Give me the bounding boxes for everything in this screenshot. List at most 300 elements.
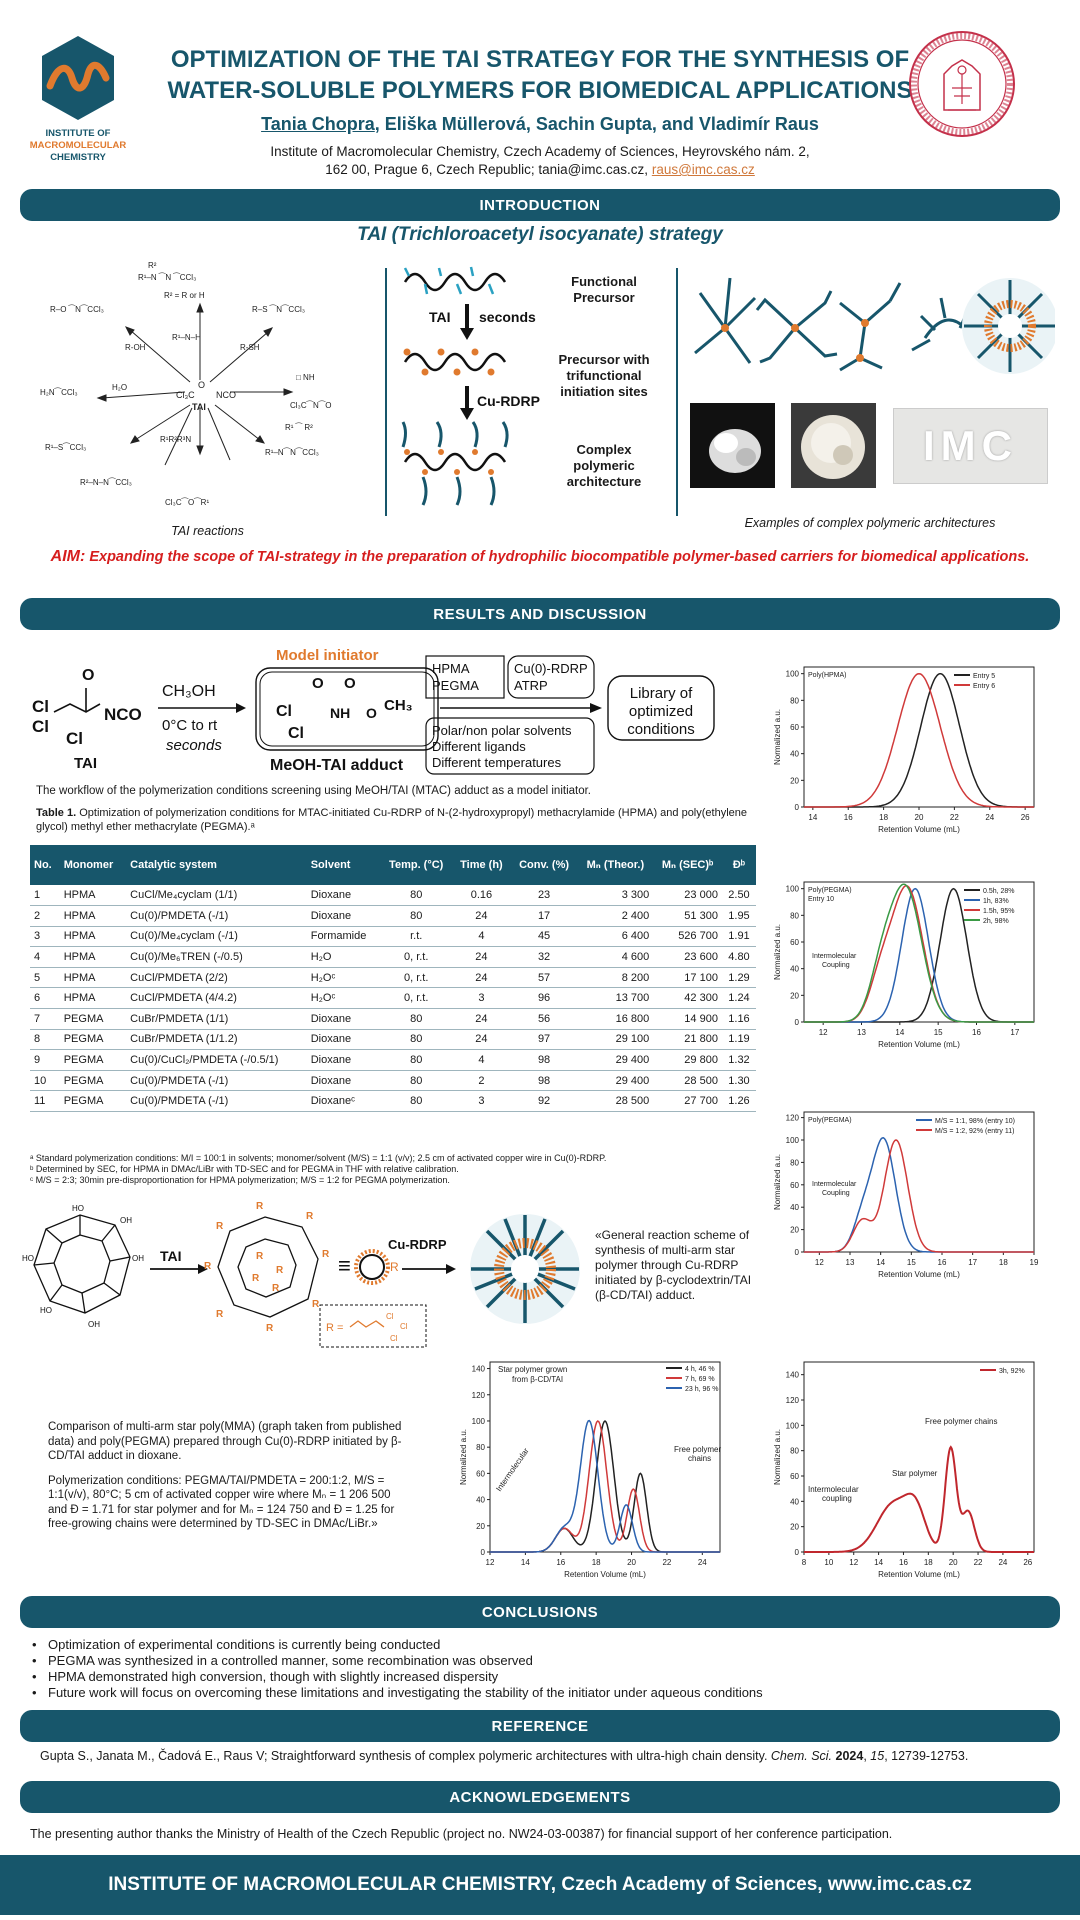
table-cell: 29 100 xyxy=(578,1029,654,1050)
legend-label: M/S = 1:1, 98% (entry 10) xyxy=(935,1118,1015,1125)
svg-text:Cl₃C: Cl₃C xyxy=(176,390,195,400)
table-row xyxy=(30,988,756,1009)
svg-text:R: R xyxy=(204,1261,212,1272)
x-tick-label: 14 xyxy=(808,813,818,822)
table-cell: 2 xyxy=(30,906,60,927)
table-caption xyxy=(36,806,756,834)
y-tick-label: 60 xyxy=(790,1180,799,1190)
table-cell: Dioxane xyxy=(307,1050,381,1071)
star-tai: TAI xyxy=(160,1248,182,1264)
svg-text:□ NH: □ NH xyxy=(296,373,315,382)
intro-subtitle: TAI (Trichloroacetyl isocyanate) strategy xyxy=(357,224,723,245)
annotation-label: Intermolecular xyxy=(812,1181,857,1188)
conclusion-item: • Future work will focus on overcoming these limitations and investigating the stability of the initiator under aqueous conditions xyxy=(30,1685,763,1701)
table-cell: 98 xyxy=(511,1070,578,1091)
table-cell: 1.95 xyxy=(722,906,756,927)
table-cell: 23 xyxy=(511,885,578,906)
table-cell: 28 500 xyxy=(578,1091,654,1112)
table-cell: 21 800 xyxy=(653,1029,722,1050)
svg-text:R: R xyxy=(266,1323,274,1334)
svg-text:O: O xyxy=(198,380,206,390)
y-tick-label: 100 xyxy=(785,1136,799,1145)
workflow-cond1: 0°C to rt xyxy=(162,717,218,734)
photo-1-image xyxy=(690,403,775,488)
co-authors: , Eliška Müllerová, Sachin Gupta, and Vladimír Raus xyxy=(374,114,819,134)
reference-journal: Chem. Sci. xyxy=(770,1749,833,1763)
y-tick-label: 20 xyxy=(476,1521,485,1531)
logo-line3: CHEMISTRY xyxy=(50,152,106,163)
table-cell: 17 xyxy=(511,906,578,927)
table-cell: PEGMA xyxy=(60,1009,126,1030)
col-solvent: Solvent xyxy=(307,845,381,885)
chart-star-polymer xyxy=(440,1350,740,1590)
svg-text:R: R xyxy=(256,1251,264,1262)
workflow-ligands: Different ligands xyxy=(432,739,526,754)
svg-text:O: O xyxy=(82,667,95,684)
comparison-paragraph-1: Comparison of multi-arm star poly(MMA) (graph taken from published data) and poly(PEGMA) prepared through Cu(0)-RDRP initiated by β-CD/TAI adduct in dioxane. xyxy=(48,1421,402,1462)
table-cell: HPMA xyxy=(60,967,126,988)
annotation-label: Free polymer xyxy=(674,1445,722,1454)
step-curdrp: Cu-RDRP xyxy=(477,393,540,409)
table-cell: 97 xyxy=(511,1029,578,1050)
table-cell: 1.26 xyxy=(722,1091,756,1112)
svg-text:R²: R² xyxy=(148,261,157,270)
y-tick-label: 0 xyxy=(794,803,799,812)
aim-text: Expanding the scope of TAI-strategy in the preparation of hydrophilic biocompatible polymer-based carriers for biomedical applications. xyxy=(89,549,1030,565)
y-tick-label: 120 xyxy=(785,1396,799,1405)
reagent-h2o: H₂O xyxy=(112,383,128,392)
svg-text:Cl: Cl xyxy=(32,697,49,716)
aim-statement xyxy=(50,548,1030,566)
annotation-label-2: chains xyxy=(688,1454,712,1463)
y-tick-label: 20 xyxy=(790,1225,799,1235)
affiliation xyxy=(180,143,900,179)
table-cell: 10 xyxy=(30,1070,60,1091)
affil-line2: 162 00, Prague 6, Czech Republic; tania@imc.cas.cz, xyxy=(325,162,649,177)
table-cell: 29 400 xyxy=(578,1050,654,1071)
logo-text xyxy=(28,128,128,164)
svg-text:Cl: Cl xyxy=(66,729,83,748)
table-cell: 6 xyxy=(30,988,60,1009)
footnote-c: ᶜ M/S = 2:3; 30min pre-disproportionation for HPMA polymerization; M/S = 1:2 for PEGMA polymerization. xyxy=(30,1175,450,1185)
table-cell: 1.24 xyxy=(722,988,756,1009)
table-cell: 9 xyxy=(30,1050,60,1071)
table-cell: PEGMA xyxy=(60,1070,126,1091)
table-header-row xyxy=(30,845,756,885)
legend-label: 1h, 83% xyxy=(983,898,1009,905)
step-seconds: seconds xyxy=(479,309,536,325)
svg-text:NCO: NCO xyxy=(104,705,142,724)
col-time: Time (h) xyxy=(452,845,510,885)
x-tick-label: 18 xyxy=(879,813,889,822)
table-cell: CuCl/Me₄cyclam (1/1) xyxy=(126,885,307,906)
affil-line1: Institute of Macromolecular Chemistry, Czech Academy of Sciences, Heyrovského nám. 2, xyxy=(270,144,810,159)
svg-text:R: R xyxy=(390,1260,399,1274)
x-tick-label: 14 xyxy=(895,1028,905,1037)
workflow-atrp: ATRP xyxy=(514,678,548,693)
svg-text:OH: OH xyxy=(88,1320,100,1329)
section-acknowledgements: ACKNOWLEDGEMENTS xyxy=(20,1781,1060,1813)
table-cell: 6 400 xyxy=(578,926,654,947)
annotation-label-2: coupling xyxy=(822,1494,852,1503)
y-tick-label: 40 xyxy=(476,1495,485,1505)
table-cell: H₂Oᶜ xyxy=(307,967,381,988)
svg-text:R: R xyxy=(216,1309,224,1320)
poster-title xyxy=(130,44,950,106)
col-catalytic-system: Catalytic system xyxy=(126,845,307,885)
y-tick-label: 0 xyxy=(794,1248,799,1257)
reagent-amine: R¹R²R³N xyxy=(160,435,192,444)
x-tick-label: 13 xyxy=(845,1258,855,1267)
table-cell: Dioxane xyxy=(307,1009,381,1030)
footnote-b: ᵇ Determined by SEC, for HPMA in DMAc/LiBr with TD-SEC and for PEGMA in THF with relative calibration. xyxy=(30,1164,459,1174)
x-tick-label: 13 xyxy=(857,1028,866,1037)
chart-title: Poly(HPMA) xyxy=(808,672,847,679)
conclusion-item: • Optimization of experimental conditions is currently being conducted xyxy=(30,1637,763,1653)
table-cell: 4.80 xyxy=(722,947,756,968)
svg-text:HO: HO xyxy=(40,1306,52,1315)
table-cell: PEGMA xyxy=(60,1091,126,1112)
y-tick-label: 40 xyxy=(790,1497,799,1507)
table-cell: 3 xyxy=(452,1091,510,1112)
table-cell: 16 800 xyxy=(578,1009,654,1030)
table-cell: HPMA xyxy=(60,947,126,968)
x-tick-label: 26 xyxy=(1023,1558,1033,1567)
workflow-caption: The workflow of the polymerization conditions screening using MeOH/TAI (MTAC) adduct as a model initiator. xyxy=(36,785,592,797)
table-cell: 4 xyxy=(452,1050,510,1071)
star-scheme-diagram xyxy=(20,1195,590,1355)
table-cell: 3 xyxy=(452,988,510,1009)
table-cell: 1.91 xyxy=(722,926,756,947)
reference-body: Gupta S., Janata M., Čadová E., Raus V; Straightforward synthesis of complex polymeric architectures with ultra-high chain density. xyxy=(40,1749,768,1763)
tai-reactions-scheme xyxy=(40,250,375,540)
step-tai: TAI xyxy=(429,309,451,325)
table-cell: 1.30 xyxy=(722,1070,756,1091)
table-cell: 80 xyxy=(380,1029,452,1050)
y-tick-label: 60 xyxy=(790,1472,799,1481)
table-cell: Dioxane xyxy=(307,906,381,927)
x-tick-label: 8 xyxy=(801,1558,807,1567)
x-tick-label: 22 xyxy=(973,1558,983,1567)
y-tick-label: 40 xyxy=(790,964,799,974)
table-cell: Cu(0)/CuCl₂/PMDETA (-/0.5/1) xyxy=(126,1050,307,1071)
y-tick-label: 140 xyxy=(471,1364,485,1374)
table-row xyxy=(30,967,756,988)
table-cell: HPMA xyxy=(60,926,126,947)
label-complex-architecture: Complex polymeric architecture xyxy=(566,442,642,489)
svg-text:Cl₃C⁀O⁀R¹: Cl₃C⁀O⁀R¹ xyxy=(165,498,210,507)
x-axis-label: Retention Volume (mL) xyxy=(878,1040,960,1049)
x-tick-label: 17 xyxy=(1010,1028,1020,1037)
table-cell: 526 700 xyxy=(653,926,722,947)
table-cell: 1.29 xyxy=(722,967,756,988)
y-tick-label: 0 xyxy=(794,1018,799,1027)
x-tick-label: 12 xyxy=(818,1028,828,1037)
x-axis-label: Retention Volume (mL) xyxy=(878,825,960,834)
photo-imc-text: IMC xyxy=(923,422,1018,469)
table-cell: 0.16 xyxy=(452,885,510,906)
x-tick-label: 22 xyxy=(949,813,959,822)
table-cell: Cu(0)/PMDETA (-/1) xyxy=(126,1091,307,1112)
svg-text:R–O ⁀N⁀CCl₃: R–O ⁀N⁀CCl₃ xyxy=(50,305,104,314)
svg-text:R: R xyxy=(322,1249,330,1260)
table-cell: 5 xyxy=(30,967,60,988)
label-functional-precursor: Functional Precursor xyxy=(571,274,637,305)
comparison-text xyxy=(48,1420,408,1532)
y-tick-label: 60 xyxy=(790,938,799,947)
table-cell: Cu(0)/Me₄cyclam (-/1) xyxy=(126,926,307,947)
svg-text:R¹–S⁀CCl₃: R¹–S⁀CCl₃ xyxy=(45,443,87,452)
email-link[interactable]: raus@imc.cas.cz xyxy=(651,162,755,177)
logo-line2: MACROMOLECULAR xyxy=(29,140,127,151)
legend-label: M/S = 1:2, 92% (entry 11) xyxy=(935,1128,1015,1135)
annotation-label: Intermolecular xyxy=(494,1446,531,1494)
conclusions-list xyxy=(30,1637,763,1701)
legend-label: 0.5h, 28% xyxy=(983,888,1015,895)
table-cell: 1.32 xyxy=(722,1050,756,1071)
svg-text:Cl: Cl xyxy=(276,703,292,720)
table-cell: r.t. xyxy=(380,926,452,947)
svg-text:Cl: Cl xyxy=(386,1312,394,1321)
table-cell: 80 xyxy=(380,1070,452,1091)
svg-text:HO: HO xyxy=(22,1254,34,1263)
svg-text:Cl: Cl xyxy=(390,1334,398,1343)
x-axis-label: Retention Volume (mL) xyxy=(878,1570,960,1579)
y-tick-label: 120 xyxy=(785,1113,799,1123)
table-cell: 57 xyxy=(511,967,578,988)
table-cell: CuBr/PMDETA (1/1) xyxy=(126,1009,307,1030)
table-cell: 8 200 xyxy=(578,967,654,988)
x-tick-label: 19 xyxy=(1029,1258,1039,1267)
x-tick-label: 10 xyxy=(824,1558,834,1567)
x-tick-label: 26 xyxy=(1020,813,1030,822)
y-tick-label: 140 xyxy=(785,1370,799,1380)
chart-title-2: from β-CD/TAI xyxy=(512,1375,564,1384)
annotation-label: Star polymer xyxy=(892,1469,938,1478)
table-cell: 24 xyxy=(452,947,510,968)
table-row xyxy=(30,1009,756,1030)
table-cell: Cu(0)/PMDETA (-/1) xyxy=(126,906,307,927)
table-cell: 13 700 xyxy=(578,988,654,1009)
svg-text:NCO: NCO xyxy=(216,390,236,400)
star-scheme xyxy=(20,1195,590,1355)
photo-1 xyxy=(690,403,775,488)
table-cell: 2 xyxy=(452,1070,510,1091)
plot-frame xyxy=(804,667,1034,807)
chart-poly-pegma-entry10 xyxy=(764,870,1054,1060)
svg-text:R²–N–N⁀CCl₃: R²–N–N⁀CCl₃ xyxy=(80,478,132,487)
x-tick-label: 16 xyxy=(843,813,853,822)
table-cell: HPMA xyxy=(60,885,126,906)
r-equals: R = xyxy=(326,1322,344,1334)
x-tick-label: 18 xyxy=(923,1558,933,1567)
table-cell: 45 xyxy=(511,926,578,947)
y-tick-label: 20 xyxy=(790,991,799,1001)
legend-label: 4 h, 46 % xyxy=(685,1366,715,1373)
table-cell: 4 xyxy=(30,947,60,968)
legend-label: 23 h, 96 % xyxy=(685,1386,719,1393)
architectures-panel xyxy=(685,268,1055,538)
workflow-solvents: Polar/non polar solvents xyxy=(432,723,572,738)
architectures-illustration xyxy=(685,268,1055,388)
svg-text:R¹–N ⁀N ⁀CCl₃: R¹–N ⁀N ⁀CCl₃ xyxy=(138,273,197,282)
workflow-scheme xyxy=(30,640,720,780)
svg-text:R¹ ⁀ R²: R¹ ⁀ R² xyxy=(285,423,313,432)
table-cell: 8 xyxy=(30,1029,60,1050)
table-caption-label: Table 1. xyxy=(36,807,77,819)
section-results: RESULTS AND DISCUSSION xyxy=(20,598,1060,630)
table-row xyxy=(30,947,756,968)
table-cell: 56 xyxy=(511,1009,578,1030)
annotation-label-2: Coupling xyxy=(822,1190,850,1197)
table-cell: 24 xyxy=(452,1029,510,1050)
chart-poly-hpma xyxy=(764,655,1054,845)
svg-text:R: R xyxy=(312,1299,320,1310)
legend-label: 3h, 92% xyxy=(999,1368,1025,1375)
legend-label: 2h, 98% xyxy=(983,918,1009,925)
y-axis-label: Normalized a.u. xyxy=(773,708,782,766)
annotation-label: Intermolecular xyxy=(812,953,857,960)
photo-2-image xyxy=(791,403,876,488)
section-introduction: INTRODUCTION xyxy=(20,189,1060,221)
table-cell: 0, r.t. xyxy=(380,947,452,968)
svg-text:R: R xyxy=(256,1201,264,1212)
table-cell: 1 xyxy=(30,885,60,906)
title-line1: OPTIMIZATION OF THE TAI STRATEGY FOR THE SYNTHESIS OF xyxy=(170,46,910,73)
svg-text:NH: NH xyxy=(330,705,351,721)
svg-text:O: O xyxy=(312,675,324,692)
col-dispersity: Đᵇ xyxy=(722,845,756,885)
tai-reactions-caption: TAI reactions xyxy=(171,524,244,538)
table-cell: Cu(0)/Me₆TREN (-/0.5) xyxy=(126,947,307,968)
optimization-table xyxy=(30,845,756,1112)
tai-reactions-panel xyxy=(40,250,375,540)
svg-text:≡: ≡ xyxy=(338,1253,351,1278)
photo-imc xyxy=(893,408,1048,484)
x-tick-label: 15 xyxy=(906,1258,916,1267)
plot-frame xyxy=(804,1362,1034,1552)
table-cell: 3 300 xyxy=(578,885,654,906)
table-cell: 11 xyxy=(30,1091,60,1112)
star-curdrp: Cu-RDRP xyxy=(388,1237,447,1252)
y-axis-label: Normalized a.u. xyxy=(773,923,782,981)
col-no: No. xyxy=(30,845,60,885)
table-cell: 29 400 xyxy=(578,1070,654,1091)
table-cell: 2 400 xyxy=(578,906,654,927)
workflow-pegma: PEGMA xyxy=(432,678,479,693)
col-temp: Temp. (°C) xyxy=(380,845,452,885)
y-tick-label: 80 xyxy=(790,1446,799,1456)
y-tick-label: 80 xyxy=(476,1443,485,1453)
table-row xyxy=(30,885,756,906)
chart-subtitle: Entry 10 xyxy=(808,896,835,903)
legend-label: 1.5h, 95% xyxy=(983,908,1015,915)
series-line xyxy=(804,674,1034,807)
y-tick-label: 60 xyxy=(476,1469,485,1479)
y-tick-label: 80 xyxy=(790,1158,799,1168)
table-cell: CuBr/PMDETA (1/1.2) xyxy=(126,1029,307,1050)
col-conv: Conv. (%) xyxy=(511,845,578,885)
table-cell: 92 xyxy=(511,1091,578,1112)
model-initiator-label: Model initiator xyxy=(276,647,379,664)
table-cell: 32 xyxy=(511,947,578,968)
aim-label: AIM: xyxy=(50,548,86,565)
table-cell: Dioxane xyxy=(307,885,381,906)
intro-divider-2 xyxy=(676,268,678,516)
y-axis-label: Normalized a.u. xyxy=(773,1428,782,1486)
col-mn-theor: Mₙ (Theor.) xyxy=(578,845,654,885)
presenting-author: Tania Chopra xyxy=(261,114,375,134)
y-tick-label: 40 xyxy=(790,1203,799,1213)
imc-logo-icon xyxy=(38,34,118,124)
table-cell: H₂Oᶜ xyxy=(307,988,381,1009)
table-cell: HPMA xyxy=(60,906,126,927)
acknowledgements-text: The presenting author thanks the Ministry of Health of the Czech Republic (project no. NW24-03-00387) for financial support of her conference participation. xyxy=(30,1827,893,1841)
table-cell: 80 xyxy=(380,1091,452,1112)
tai-center-label: TAI xyxy=(192,402,206,412)
svg-text:R: R xyxy=(216,1221,224,1232)
table-cell: 23 600 xyxy=(653,947,722,968)
table-cell: 4 xyxy=(452,926,510,947)
reagent-roh: R-OH xyxy=(125,343,146,352)
legend-label: Entry 6 xyxy=(973,683,996,690)
table-cell: 98 xyxy=(511,1050,578,1071)
footnote-a: ᵃ Standard polymerization conditions: M/I = 100:1 in solvents; monomer/solvent (M/S) = 1:1 (v/v); 2.5 cm of activated copper wire in Cu(0)-RDRP. xyxy=(30,1153,607,1163)
table-cell: 80 xyxy=(380,885,452,906)
x-tick-label: 14 xyxy=(874,1558,884,1567)
svg-text:H₂N⁀CCl₃: H₂N⁀CCl₃ xyxy=(40,388,78,397)
x-tick-label: 18 xyxy=(998,1258,1008,1267)
chart-poly-pegma-ms xyxy=(764,1100,1054,1290)
y-axis-label: Normalized a.u. xyxy=(459,1428,468,1486)
workflow-tai: TAI xyxy=(74,755,98,772)
table-row xyxy=(30,926,756,947)
table-cell: 51 300 xyxy=(653,906,722,927)
x-tick-label: 15 xyxy=(933,1028,943,1037)
title-line2: WATER-SOLUBLE POLYMERS FOR BIOMEDICAL APPLICATIONS xyxy=(167,77,913,104)
table-cell: 1.16 xyxy=(722,1009,756,1030)
y-tick-label: 0 xyxy=(480,1548,485,1557)
workflow-hpma: HPMA xyxy=(432,661,470,676)
y-tick-label: 80 xyxy=(790,696,799,706)
chart-title: Poly(PEGMA) xyxy=(808,1117,852,1124)
reagent-rsh: R-SH xyxy=(240,343,260,352)
x-tick-label: 16 xyxy=(556,1558,566,1567)
svg-text:R: R xyxy=(272,1283,280,1294)
y-tick-label: 60 xyxy=(790,723,799,732)
svg-text:HO: HO xyxy=(72,1204,84,1213)
table-cell: PEGMA xyxy=(60,1050,126,1071)
table-cell: Dioxane xyxy=(307,1029,381,1050)
charles-university-seal xyxy=(908,30,1016,138)
table-cell: 24 xyxy=(452,906,510,927)
x-tick-label: 24 xyxy=(998,1558,1008,1567)
reference-year: 2024 xyxy=(835,1749,864,1763)
table-cell: 42 300 xyxy=(653,988,722,1009)
table-row xyxy=(30,906,756,927)
svg-text:O: O xyxy=(344,675,356,692)
x-tick-label: 12 xyxy=(485,1558,495,1567)
legend-label: Entry 5 xyxy=(973,673,996,680)
table-cell: 80 xyxy=(380,1009,452,1030)
x-tick-label: 14 xyxy=(520,1558,530,1567)
col-monomer: Monomer xyxy=(60,845,126,885)
table-cell: 14 900 xyxy=(653,1009,722,1030)
table-cell: 80 xyxy=(380,1050,452,1071)
table-row xyxy=(30,1091,756,1112)
table-cell: Formamide xyxy=(307,926,381,947)
chart-3h-92 xyxy=(764,1350,1054,1590)
